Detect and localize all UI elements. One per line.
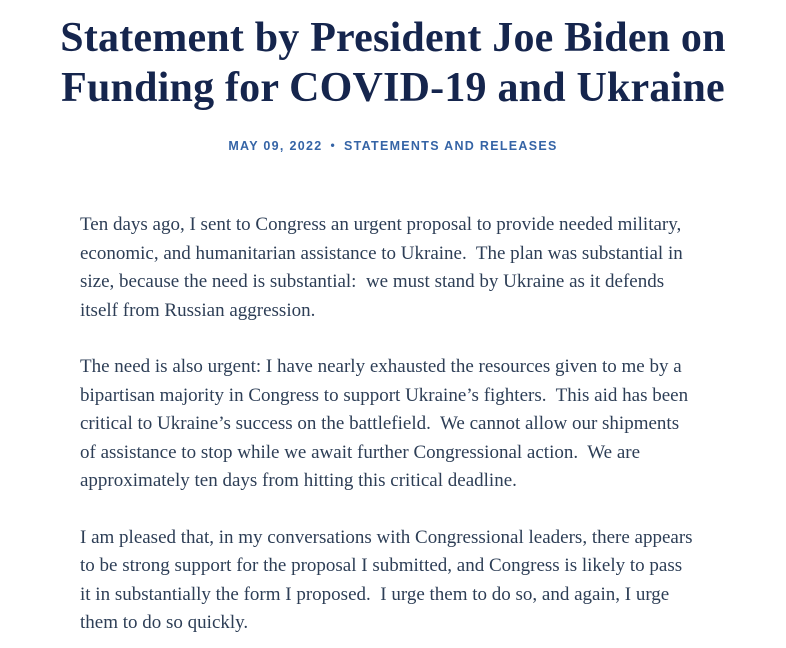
article-paragraph-1: Ten days ago, I sent to Congress an urgent proposal to provide needed military, economic, and humanitarian assistance to Ukraine. The plan was substantial in size, because the need is substantial: we must stand by Ukraine as it defends itself from Russian aggression. (80, 214, 688, 321)
meta-separator-dot: • (330, 138, 336, 152)
article-meta (0, 139, 786, 153)
page-title-line-1: Statement by President Joe Biden on (60, 15, 726, 61)
article-paragraph-3: I am pleased that, in my conversations with Congressional leaders, there appears to be strong support for the proposal I submitted, and Congress is likely to pass it in substantially the form I proposed. I urge them to do so, and again, I urge them to do so quickly. (80, 526, 698, 633)
page-title-line-2: Funding for COVID-19 and Ukraine (61, 65, 725, 111)
article-body (80, 211, 698, 638)
page-title (0, 13, 786, 113)
article-paragraph-2: The need is also urgent: I have nearly exhausted the resources given to me by a bipartisan majority in Congress to support Ukraine’s fighters. This aid has been critical to Ukraine’s success on the battlefield. We cannot allow our shipments of assistance to stop while we await further Congressional action. We are approximately ten days from hitting this critical deadline. (80, 356, 693, 491)
category-link[interactable]: STATEMENTS AND RELEASES (343, 139, 558, 153)
publish-date: MAY 09, 2022 (228, 139, 323, 153)
